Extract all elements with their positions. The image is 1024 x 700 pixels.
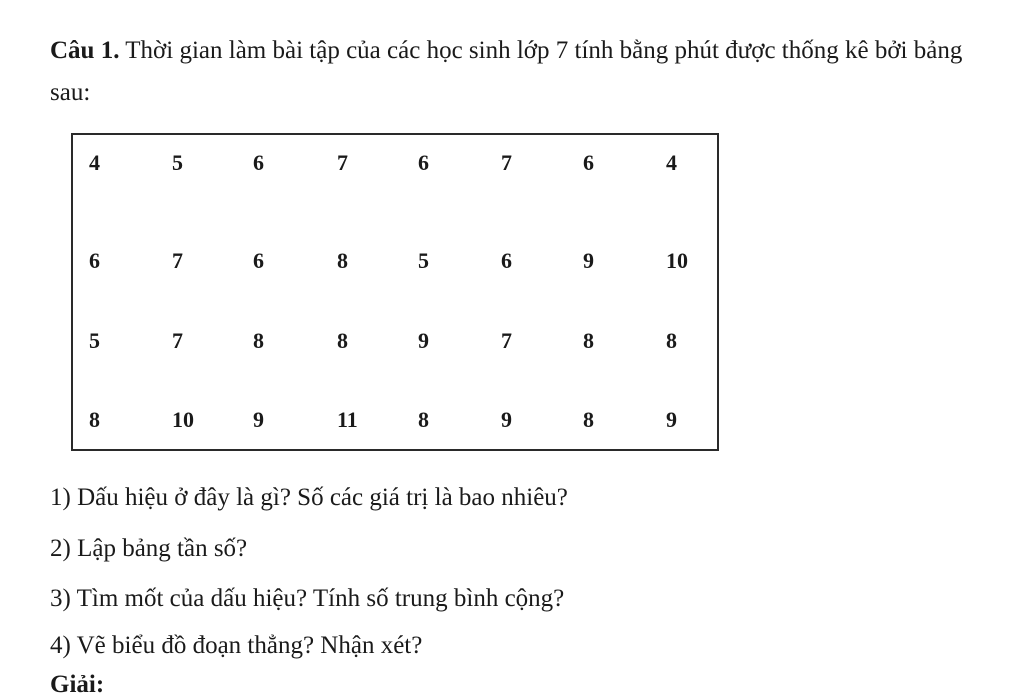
table-cell: 10: [172, 407, 194, 432]
table-cell: 8: [583, 328, 594, 353]
table-cell: 4: [666, 150, 677, 175]
question-number: Câu 1.: [50, 37, 120, 64]
table-cell: 7: [501, 150, 512, 175]
table-cell: 5: [418, 248, 429, 273]
table-cell: 9: [583, 248, 594, 273]
table-cell: 10: [666, 248, 688, 273]
table-cell: 8: [253, 328, 264, 353]
table-cell: 8: [418, 407, 429, 432]
table-cell: 8: [89, 407, 100, 432]
table-cell: 5: [172, 150, 183, 175]
table-cell: 6: [253, 248, 264, 273]
table-cell: 9: [666, 407, 677, 432]
task-item: 4) Vẽ biểu đồ đoạn thẳng? Nhận xét?: [50, 632, 423, 659]
table-cell: 11: [337, 407, 358, 432]
task-item: 3) Tìm mốt của dấu hiệu? Tính số trung bình cộng?: [50, 585, 565, 612]
table-cell: 9: [501, 407, 512, 432]
table-cell: 6: [418, 150, 429, 175]
task-item: 1) Dấu hiệu ở đây là gì? Số các giá trị là bao nhiêu?: [50, 484, 568, 511]
table-cell: 7: [501, 328, 512, 353]
table-cell: 9: [418, 328, 429, 353]
solution-label: Giải:: [50, 671, 105, 698]
table-cell: 8: [337, 248, 348, 273]
table-cell: 6: [253, 150, 264, 175]
table-cell: 8: [337, 328, 348, 353]
table-cell: 9: [253, 407, 264, 432]
question-text: [50, 30, 1000, 114]
table-cell: 7: [172, 328, 183, 353]
data-table: [71, 133, 719, 451]
table-cell: 8: [583, 407, 594, 432]
table-cell: 6: [501, 248, 512, 273]
table-cell: 7: [172, 248, 183, 273]
task-item: 2) Lập bảng tần số?: [50, 535, 248, 562]
table-cell: 6: [89, 248, 100, 273]
table-cell: 4: [89, 150, 100, 175]
table-cell: 7: [337, 150, 348, 175]
question-body: Thời gian làm bài tập của các học sinh lớp 7 tính bằng phút được thống kê bởi bảng sau:: [50, 37, 963, 106]
table-cell: 6: [583, 150, 594, 175]
table-cell: 8: [666, 328, 677, 353]
table-cell: 5: [89, 328, 100, 353]
